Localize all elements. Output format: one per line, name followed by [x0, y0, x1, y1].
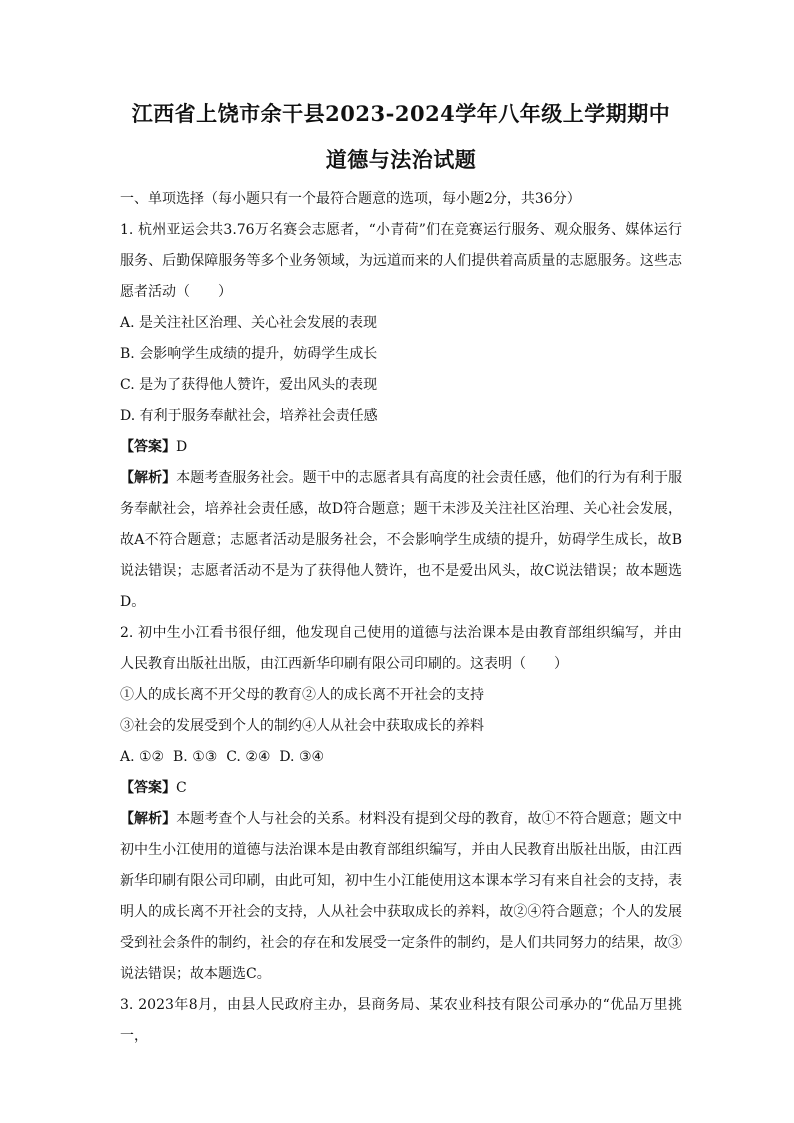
analysis-tag: 【解析】 — [120, 470, 177, 486]
question-1-option-b: B. 会影响学生成绩的提升，妨碍学生成长 — [120, 346, 378, 362]
question-1-option-c: C. 是为了获得他人赞许，爱出风头的表现 — [120, 377, 378, 393]
question-1-option-a: A. 是关注社区治理、关心社会发展的表现 — [120, 315, 378, 331]
document-title-line1: 江西省上饶市余干县2023-2024学年八年级上学期期中 — [131, 101, 671, 126]
question-3-stem: 3. 2023年8月，由县人民政府主办，县商务局、某农业科技有限公司承办的“优品万里挑一， — [120, 997, 682, 1044]
question-2-items-2: ③社会的发展受到个人的制约④人从社会中获取成长的养料 — [120, 718, 484, 734]
question-2-answer — [120, 773, 682, 804]
answer-value: C — [176, 780, 187, 796]
analysis-tag: 【解析】 — [120, 811, 177, 827]
analysis-text: 本题考查服务社会。题干中的志愿者具有高度的社会责任感，他们的行为有利于服务奉献社会，培养社会责任感，故D符合题意；题干未涉及关注社区治理、关心社会发展，故A不符合题意；志愿者活动是服务社会，不会影响学生成绩的提升，妨碍学生成长，故B说法错误；志愿者活动不是为了获得他人赞许，也不是爱出风头，故C说法错误；故本题选D。 — [120, 470, 683, 610]
answer-value: D — [176, 439, 188, 455]
question-2-items-1: ①人的成长离不开父母的教育②人的成长离不开社会的支持 — [120, 687, 484, 703]
section-heading: 一、单项选择（每小题只有一个最符合题意的选项，每小题2分，共36分） — [120, 191, 581, 207]
analysis-text: 本题考查个人与社会的关系。材料没有提到父母的教育，故①不符合题意；题文中初中生小江使用的道德与法治课本是由教育部组织编写，并由人民教育出版社出版，由江西新华印刷有限公司印刷，由此可知，初中生小江能使用这本课本学习有来自社会的支持，表明人的成长离不开社会的支持，人从社会中获取成长的养料，故②④符合题意；个人的发展受到社会条件的制约，社会的存在和发展受一定条件的制约，是人们共同努力的结果，故③说法错误；故本题选C。 — [120, 811, 683, 982]
question-2-analysis — [120, 804, 682, 990]
question-1-analysis — [120, 463, 682, 618]
question-2-stem: 2. 初中生小江看书很仔细，他发现自己使用的道德与法治课本是由教育部组织编写，并由人民教育出版社出版，由江西新华印刷有限公司印刷的。这表明（ ） — [120, 625, 682, 672]
question-1-option-d: D. 有利于服务奉献社会，培养社会责任感 — [120, 408, 378, 424]
answer-tag: 【答案】 — [120, 439, 176, 455]
answer-tag: 【答案】 — [120, 780, 176, 796]
document-content — [120, 184, 682, 1052]
question-1-answer — [120, 432, 682, 463]
question-1-stem: 1. 杭州亚运会共3.76万名赛会志愿者，“小青荷”们在竞赛运行服务、观众服务、媒体运行服务、后勤保障服务等多个业务领域，为远道而来的人们提供着高质量的志愿服务。这些志愿者活动（ ） — [120, 222, 682, 300]
question-2-options: A. ①② B. ①③ C. ②④ D. ③④ — [120, 749, 325, 765]
document-title-line2: 道德与法治试题 — [325, 147, 477, 172]
